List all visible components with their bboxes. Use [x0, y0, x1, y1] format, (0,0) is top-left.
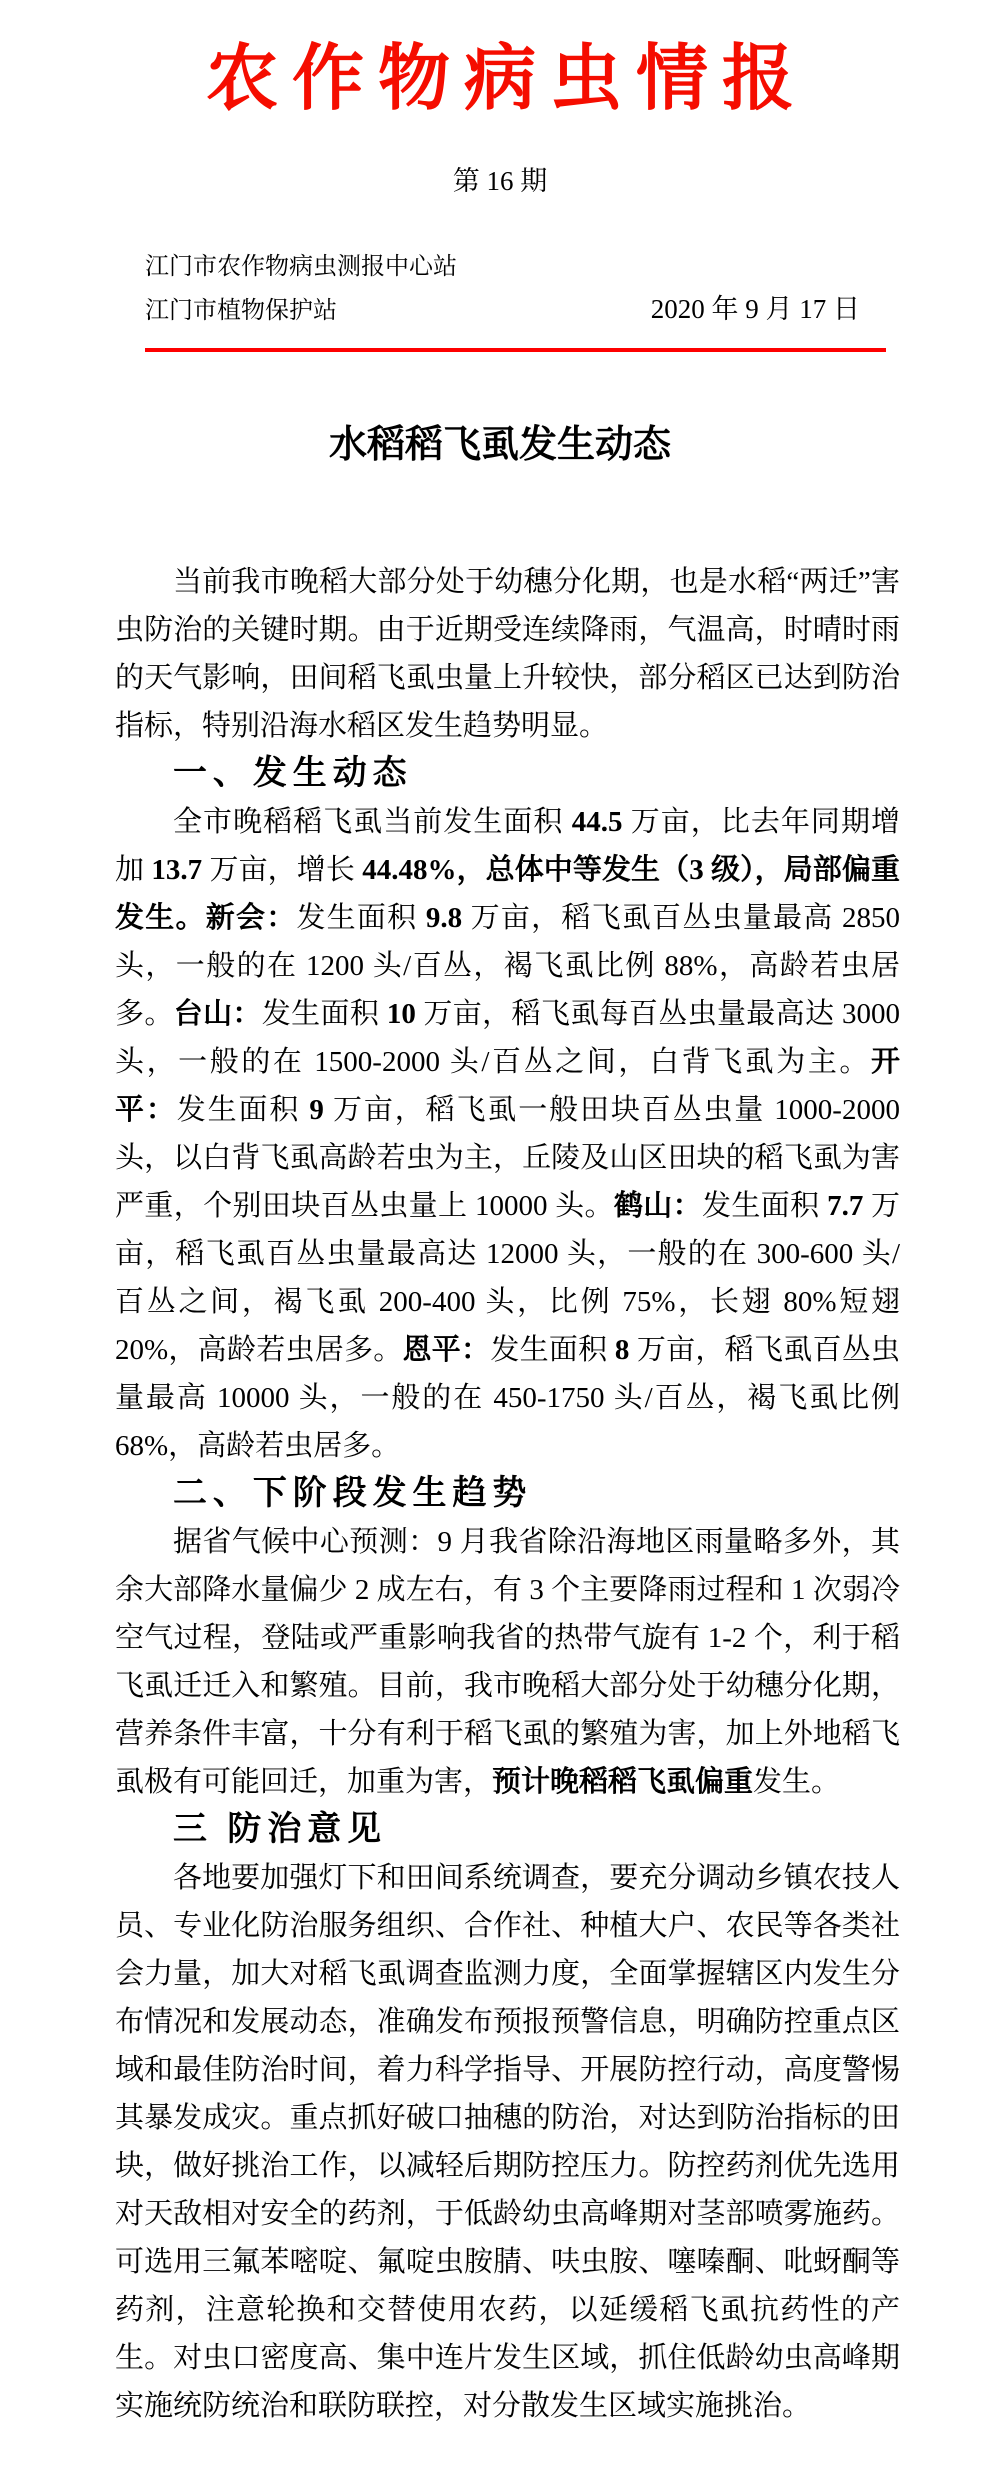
- org-name-plant-protection-station: 江门市植物保护站: [145, 298, 337, 324]
- issue-number: 第 16 期: [452, 166, 548, 196]
- publish-date: 2020 年 9 月 17 日: [650, 294, 860, 324]
- intro-paragraph: 当前我市晚稻大部分处于幼穗分化期，也是水稻“两迁”害虫防治的关键时期。由于近期受连续降雨，气温高，时晴时雨的天气影响，田间稻飞虱虫量上升较快，部分稻区已达到防治指标，特别沿海水稻区发生趋势明显。: [115, 566, 900, 742]
- occurrence-paragraph: 全市晚稻稻飞虱当前发生面积 44.5 万亩，比去年同期增加 13.7 万亩，增长 44.48%，总体中等发生（3 级），局部偏重发生。新会：发生面积 9.8 万亩，稻飞虱百丛虫量最高 2850 头，一般的在 1200 头/百丛，褐飞虱比例 88%，高龄若虫居多。台山：发生面积 10 万亩，稻飞虱每百丛虫量最高达 3000 头，一般的在 1500-2000 头/百丛之间，白背飞虱为主。开平：发生面积 9 万亩，稻飞虱一般田块百丛虫量 1000-2000 头，以白背飞虱高龄若虫为主，丘陵及山区田块的稻飞虱为害严重，个别田块百丛虫量上 10000 头。鹤山：发生面积 7.7 万亩，稻飞虱百丛虫量最高达 12000 头，一般的在 300-600 头/百丛之间，褐飞虱 200-400 头，比例 75%，长翅 80%短翅 20%，高龄若虫居多。恩平：发生面积 8 万亩，稻飞虱百丛虫量最高 10000 头，一般的在 450-1750 头/百丛，褐飞虱比例 68%，高龄若虫居多。: [115, 806, 900, 1462]
- section-heading-trend: 二、下阶段发生趋势: [173, 1475, 533, 1512]
- masthead-title: 农作物病虫情报: [205, 39, 808, 119]
- control-advice-paragraph: 各地要加强灯下和田间系统调查，要充分调动乡镇农技人员、专业化防治服务组织、合作社、种植大户、农民等各类社会力量，加大对稻飞虱调查监测力度，全面掌握辖区内发生分布情况和发展动态，准确发布预报预警信息，明确防控重点区域和最佳防治时间，着力科学指导、开展防控行动，高度警惕其暴发成灾。重点抓好破口抽穗的防治，对达到防治指标的田块，做好挑治工作，以减轻后期防控压力。防控药剂优先选用对天敌相对安全的药剂，于低龄幼虫高峰期对茎部喷雾施药。可选用三氟苯嘧啶、氟啶虫胺腈、呋虫胺、噻嗪酮、吡蚜酮等药剂，注意轮换和交替使用农药，以延缓稻飞虱抗药性的产生。对虫口密度高、集中连片发生区域，抓住低龄幼虫高峰期实施统防统治和联防联控，对分散发生区域实施挑治。: [115, 1862, 900, 2422]
- org-date-row: [145, 288, 886, 332]
- red-divider-rule: [145, 348, 886, 352]
- article-body: [115, 558, 900, 2430]
- article-title: 水稻稻飞虱发生动态: [328, 424, 671, 466]
- org-block: [145, 246, 886, 332]
- section-heading-occurrence: 一、发生动态: [173, 755, 413, 792]
- section-heading-control-advice: 三 防治意见: [173, 1811, 388, 1848]
- org-name-monitoring-station: 江门市农作物病虫测报中心站: [145, 254, 457, 280]
- trend-paragraph: 据省气候中心预测：9 月我省除沿海地区雨量略多外，其余大部降水量偏少 2 成左右，有 3 个主要降雨过程和 1 次弱冷空气过程，登陆或严重影响我省的热带气旋有 1-2 个，利于稻飞虱迁迁入和繁殖。目前，我市晚稻大部分处于幼穗分化期，营养条件丰富，十分有利于稻飞虱的繁殖为害，加上外地稻飞虱极有可能回迁，加重为害，预计晚稻稻飞虱偏重发生。: [115, 1526, 900, 1798]
